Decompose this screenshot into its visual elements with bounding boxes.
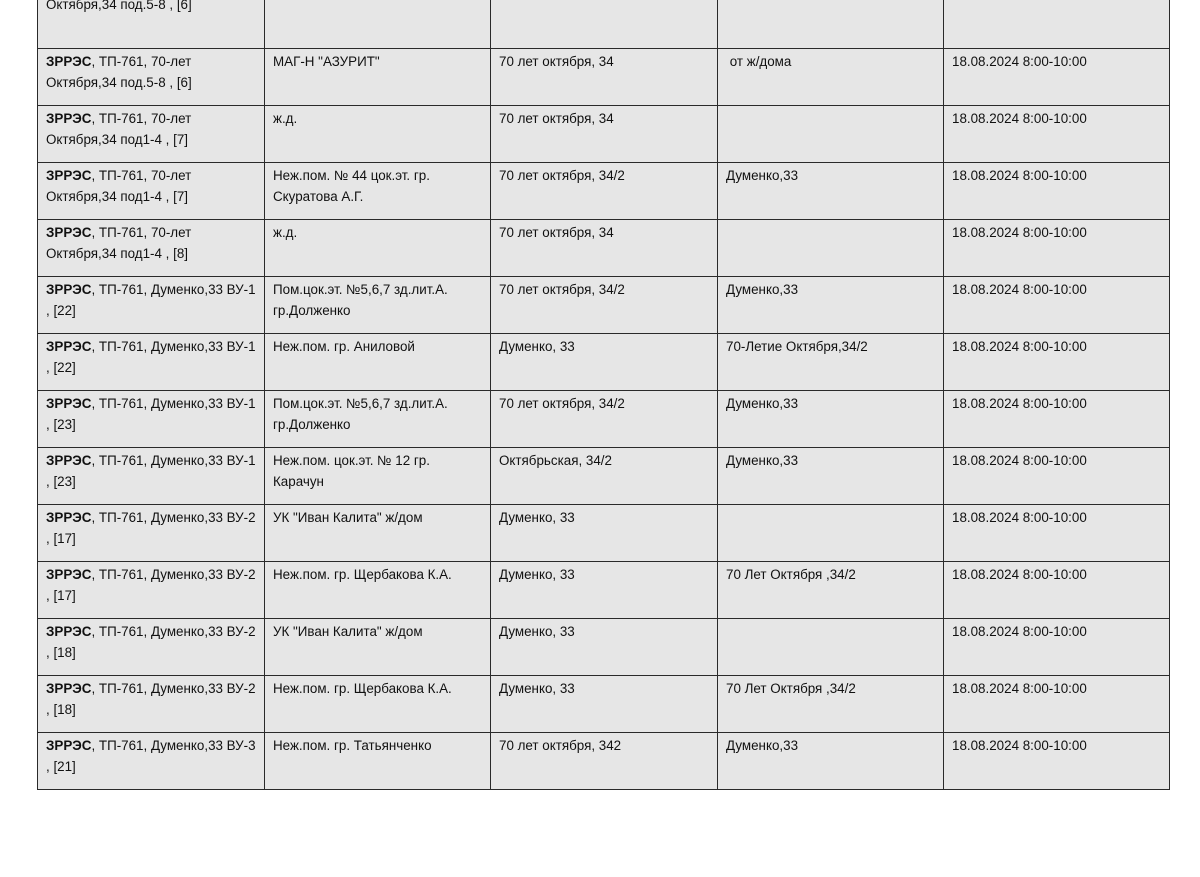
table-row bbox=[38, 733, 1170, 790]
table-row bbox=[38, 619, 1170, 676]
cell-outage-time: 18.08.2024 8:00-10:00 bbox=[944, 334, 1170, 391]
cell-outage-time: 18.08.2024 8:00-10:00 bbox=[944, 220, 1170, 277]
table-row bbox=[38, 163, 1170, 220]
cell-supply-source bbox=[38, 334, 265, 391]
table-row bbox=[38, 448, 1170, 505]
grid-district-name: ЗРРЭС bbox=[46, 282, 92, 297]
cell-outage-time: 18.08.2024 8:00-10:00 bbox=[944, 163, 1170, 220]
cell-supply-source bbox=[38, 106, 265, 163]
cell-consumer: Неж.пом. № 44 цок.эт. гр. Скуратова А.Г. bbox=[265, 163, 491, 220]
cell-related-address bbox=[718, 619, 944, 676]
cell-outage-time: 18.08.2024 8:00-10:00 bbox=[944, 448, 1170, 505]
cell-related-address: Думенко,33 bbox=[718, 391, 944, 448]
cell-consumer: Неж.пом. гр. Татьянченко bbox=[265, 733, 491, 790]
substation-info: , ТП-761, Думенко,33 ВУ-1 , [23] bbox=[46, 396, 256, 432]
cell-supply-source bbox=[38, 562, 265, 619]
table-row bbox=[38, 676, 1170, 733]
cell-consumer: Неж.пом. гр. Щербакова К.А. bbox=[265, 676, 491, 733]
substation-info: , ТП-761, Думенко,33 ВУ-1 , [22] bbox=[46, 282, 256, 318]
grid-district-name: ЗРРЭС bbox=[46, 624, 92, 639]
cell-outage-time: 18.08.2024 8:00-10:00 bbox=[944, 49, 1170, 106]
cell-related-address bbox=[718, 505, 944, 562]
substation-info: , ТП-761, 70-лет Октября,34 под1-4 , [7] bbox=[46, 111, 192, 147]
cell-address: 70 лет октября, 34 bbox=[491, 220, 718, 277]
substation-info: , ТП-761, Думенко,33 ВУ-2 , [18] bbox=[46, 624, 256, 660]
cell-related-address: Думенко,33 bbox=[718, 277, 944, 334]
table-row bbox=[38, 505, 1170, 562]
substation-info: , ТП-761, 70-лет Октября,34 под1-4 , [7] bbox=[46, 168, 192, 204]
cell-consumer bbox=[265, 0, 491, 49]
cell-address: 70 лет октября, 34/2 bbox=[491, 277, 718, 334]
substation-info: , ТП-761, Думенко,33 ВУ-1 , [23] bbox=[46, 453, 256, 489]
cell-address: Думенко, 33 bbox=[491, 619, 718, 676]
cell-related-address: Думенко,33 bbox=[718, 163, 944, 220]
cell-outage-time bbox=[944, 0, 1170, 49]
cell-related-address: Думенко,33 bbox=[718, 448, 944, 505]
cell-supply-source bbox=[38, 49, 265, 106]
substation-info: Октября,34 под.5-8 , [6] bbox=[46, 0, 192, 12]
cell-supply-source bbox=[38, 619, 265, 676]
substation-info: , ТП-761, Думенко,33 ВУ-2 , [17] bbox=[46, 510, 256, 546]
table-row bbox=[38, 277, 1170, 334]
cell-outage-time: 18.08.2024 8:00-10:00 bbox=[944, 733, 1170, 790]
cell-outage-time: 18.08.2024 8:00-10:00 bbox=[944, 676, 1170, 733]
substation-info: , ТП-761, Думенко,33 ВУ-1 , [22] bbox=[46, 339, 256, 375]
cell-consumer: Неж.пом. гр. Аниловой bbox=[265, 334, 491, 391]
cell-address: Думенко, 33 bbox=[491, 676, 718, 733]
cell-outage-time: 18.08.2024 8:00-10:00 bbox=[944, 277, 1170, 334]
outage-schedule-table bbox=[37, 0, 1170, 790]
cell-address: Думенко, 33 bbox=[491, 505, 718, 562]
cell-related-address: 70-Летие Октября,34/2 bbox=[718, 334, 944, 391]
cell-outage-time: 18.08.2024 8:00-10:00 bbox=[944, 391, 1170, 448]
grid-district-name: ЗРРЭС bbox=[46, 111, 92, 126]
table-row bbox=[38, 49, 1170, 106]
cell-related-address: от ж/дома bbox=[718, 49, 944, 106]
grid-district-name: ЗРРЭС bbox=[46, 225, 92, 240]
table-row bbox=[38, 220, 1170, 277]
cell-address: 70 лет октября, 34 bbox=[491, 106, 718, 163]
cell-address: Октябрьская, 34/2 bbox=[491, 448, 718, 505]
cell-consumer: Неж.пом. гр. Щербакова К.А. bbox=[265, 562, 491, 619]
cell-supply-source bbox=[38, 163, 265, 220]
table-row bbox=[38, 334, 1170, 391]
cell-address: Думенко, 33 bbox=[491, 334, 718, 391]
cell-related-address bbox=[718, 220, 944, 277]
cell-address: 70 лет октября, 34/2 bbox=[491, 391, 718, 448]
table-row bbox=[38, 0, 1170, 49]
cell-consumer: УК "Иван Калита" ж/дом bbox=[265, 619, 491, 676]
cell-address: Думенко, 33 bbox=[491, 562, 718, 619]
substation-info: , ТП-761, Думенко,33 ВУ-2 , [18] bbox=[46, 681, 256, 717]
cell-supply-source bbox=[38, 277, 265, 334]
cell-consumer: Пом.цок.эт. №5,6,7 зд.лит.А. гр.Долженко bbox=[265, 391, 491, 448]
cell-supply-source bbox=[38, 0, 265, 49]
cell-related-address: 70 Лет Октября ,34/2 bbox=[718, 676, 944, 733]
cell-address: 70 лет октября, 342 bbox=[491, 733, 718, 790]
cell-address: 70 лет октября, 34/2 bbox=[491, 163, 718, 220]
cell-address: 70 лет октября, 34 bbox=[491, 49, 718, 106]
cell-related-address: 70 Лет Октября ,34/2 bbox=[718, 562, 944, 619]
substation-info: , ТП-761, 70-лет Октября,34 под.5-8 , [6] bbox=[46, 54, 192, 90]
cell-address bbox=[491, 0, 718, 49]
grid-district-name: ЗРРЭС bbox=[46, 681, 92, 696]
cell-related-address bbox=[718, 0, 944, 49]
cell-supply-source bbox=[38, 448, 265, 505]
grid-district-name: ЗРРЭС bbox=[46, 510, 92, 525]
grid-district-name: ЗРРЭС bbox=[46, 396, 92, 411]
cell-supply-source bbox=[38, 676, 265, 733]
cell-consumer: УК "Иван Калита" ж/дом bbox=[265, 505, 491, 562]
cell-consumer: ж.д. bbox=[265, 106, 491, 163]
grid-district-name: ЗРРЭС bbox=[46, 453, 92, 468]
grid-district-name: ЗРРЭС bbox=[46, 567, 92, 582]
cell-outage-time: 18.08.2024 8:00-10:00 bbox=[944, 562, 1170, 619]
grid-district-name: ЗРРЭС bbox=[46, 168, 92, 183]
cell-outage-time: 18.08.2024 8:00-10:00 bbox=[944, 106, 1170, 163]
cell-outage-time: 18.08.2024 8:00-10:00 bbox=[944, 505, 1170, 562]
substation-info: , ТП-761, Думенко,33 ВУ-3 , [21] bbox=[46, 738, 256, 774]
cell-consumer: МАГ-Н "АЗУРИТ" bbox=[265, 49, 491, 106]
grid-district-name: ЗРРЭС bbox=[46, 54, 92, 69]
table-row bbox=[38, 391, 1170, 448]
table-row bbox=[38, 106, 1170, 163]
cell-outage-time: 18.08.2024 8:00-10:00 bbox=[944, 619, 1170, 676]
cell-related-address bbox=[718, 106, 944, 163]
table-row bbox=[38, 562, 1170, 619]
cell-related-address: Думенко,33 bbox=[718, 733, 944, 790]
cell-supply-source bbox=[38, 220, 265, 277]
cell-supply-source bbox=[38, 733, 265, 790]
cell-consumer: Пом.цок.эт. №5,6,7 зд.лит.А. гр.Долженко bbox=[265, 277, 491, 334]
cell-consumer: ж.д. bbox=[265, 220, 491, 277]
cell-supply-source bbox=[38, 391, 265, 448]
grid-district-name: ЗРРЭС bbox=[46, 339, 92, 354]
cell-supply-source bbox=[38, 505, 265, 562]
cell-consumer: Неж.пом. цок.эт. № 12 гр. Карачун bbox=[265, 448, 491, 505]
substation-info: , ТП-761, 70-лет Октября,34 под1-4 , [8] bbox=[46, 225, 192, 261]
table-body bbox=[38, 0, 1170, 790]
grid-district-name: ЗРРЭС bbox=[46, 738, 92, 753]
substation-info: , ТП-761, Думенко,33 ВУ-2 , [17] bbox=[46, 567, 256, 603]
